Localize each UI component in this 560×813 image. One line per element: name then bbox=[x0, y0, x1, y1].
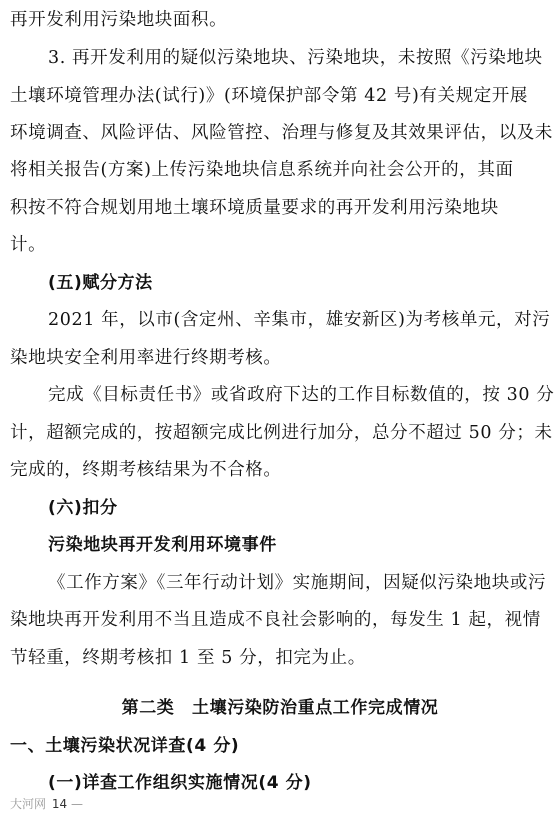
section-heading: (五)赋分方法 bbox=[48, 273, 153, 293]
section-heading: (六)扣分 bbox=[48, 498, 118, 518]
section-heading: 一、土壤污染状况详查(4 分) bbox=[10, 736, 240, 756]
paragraph-line: 2021 年，以市(含定州、辛集市，雄安新区)为考核单元，对污 bbox=[48, 310, 551, 330]
paragraph-line: 计，超额完成的，按超额完成比例进行加分，总分不超过 50 分；未 bbox=[10, 423, 553, 443]
paragraph-line: 完成《目标责任书》或省政府下达的工作目标数值的，按 30 分 bbox=[48, 385, 555, 405]
paragraph-line: 积按不符合规划用地土壤环境质量要求的再开发利用污染地块 bbox=[10, 198, 499, 218]
paragraph-line: 《工作方案》《三年行动计划》实施期间，因疑似污染地块或污 bbox=[48, 573, 547, 593]
chapter-heading: 第二类 土壤污染防治重点工作完成情况 bbox=[121, 698, 439, 718]
paragraph-line: 3. 再开发利用的疑似污染地块、污染地块，未按照《污染地块 bbox=[48, 48, 543, 68]
paragraph-line: 节轻重，终期考核扣 1 至 5 分，扣完为止。 bbox=[10, 648, 366, 668]
paragraph-line: 染地块再开发利用不当且造成不良社会影响的，每发生 1 起，视情 bbox=[10, 610, 541, 630]
page-number: 14 bbox=[51, 797, 68, 811]
watermark: 大河网 bbox=[10, 797, 47, 811]
paragraph-line: 计。 bbox=[10, 235, 47, 255]
paragraph-line: 完成的，终期考核结果为不合格。 bbox=[10, 460, 282, 480]
subsection-heading: (一)详查工作组织实施情况(4 分) bbox=[48, 773, 312, 793]
paragraph-line: 环境调查、风险评估、风险管控、治理与修复及其效果评估，以及未 bbox=[10, 123, 553, 143]
paragraph-line: 将相关报告(方案)上传污染地块信息系统并向社会公开的，其面 bbox=[10, 160, 514, 180]
paragraph-line: 再开发利用污染地块面积。 bbox=[10, 10, 228, 30]
paragraph-line: 土壤环境管理办法(试行)》(环境保护部令第 42 号)有关规定开展 bbox=[10, 86, 529, 106]
subsection-heading: 污染地块再开发利用环境事件 bbox=[48, 535, 277, 555]
page-footer bbox=[10, 795, 83, 812]
paragraph-line: 染地块安全利用率进行终期考核。 bbox=[10, 348, 282, 368]
footer-dash: — bbox=[70, 797, 83, 811]
